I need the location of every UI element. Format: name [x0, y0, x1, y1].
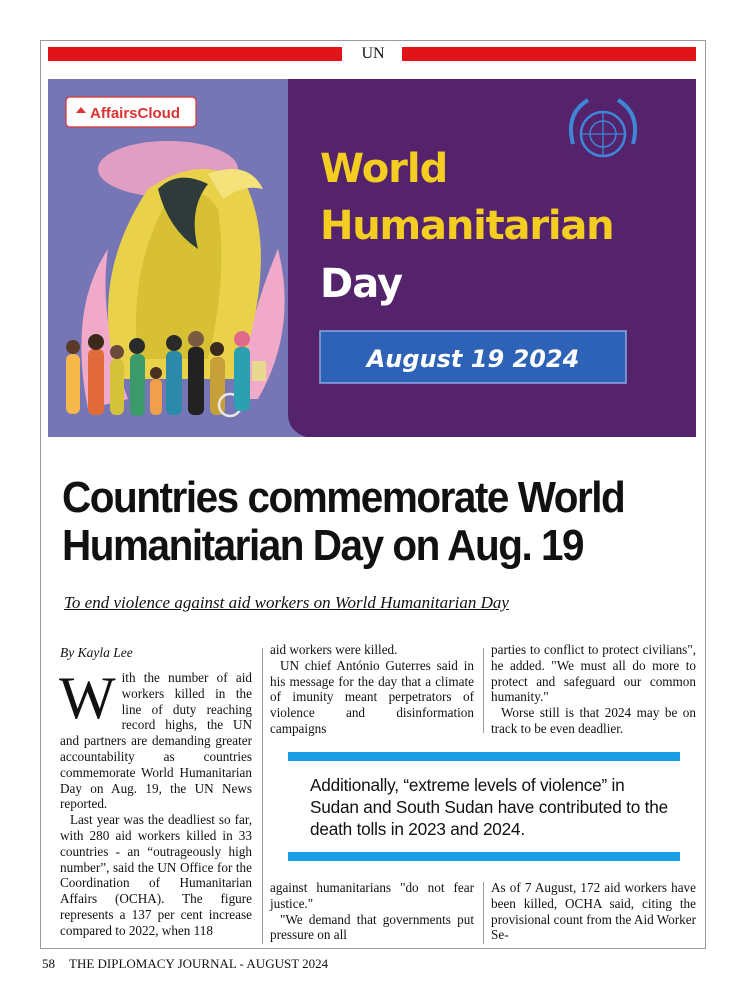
- date-badge-text: August 19 2024: [366, 345, 580, 373]
- article-column-1: [59, 665, 252, 939]
- column-rule: [483, 648, 484, 733]
- col2-paragraph-3: against humanitarians "do not fear justice.": [270, 880, 474, 911]
- hero-title-line3: Day: [320, 261, 403, 307]
- page-number: 58: [42, 956, 55, 971]
- article-column-2-bottom: [270, 880, 474, 943]
- article-column-3-top: [491, 642, 696, 737]
- section-bar-right: [402, 47, 696, 61]
- pull-quote-bar-bottom: [288, 852, 680, 861]
- publication-name: THE DIPLOMACY JOURNAL - AUGUST 2024: [69, 956, 329, 971]
- section-label: UN: [361, 45, 385, 62]
- article-column-3-bottom: [491, 880, 696, 943]
- pull-quote-bar-top: [288, 752, 680, 761]
- hero-title-line1: World: [320, 146, 448, 192]
- subheadline: To end violence against aid workers on World Humanitarian Day: [64, 593, 509, 612]
- byline: By Kayla Lee: [60, 645, 133, 660]
- section-bar-left: [48, 47, 342, 61]
- article-column-2-top: [270, 642, 474, 737]
- col2-paragraph-4: "We demand that governments put pressure on all: [270, 911, 474, 943]
- col3-paragraph-2: Worse still is that 2024 may be on track to be even deadlier.: [491, 705, 696, 736]
- column-rule: [483, 882, 484, 944]
- brand-name: AffairsCloud: [90, 105, 180, 122]
- col1-paragraph-1: [59, 665, 252, 812]
- drop-cap: W: [59, 665, 116, 731]
- col1-paragraph-2: Last year was the deadliest so far, with 280 aid workers killed in 33 countries - an “outrageously high number”, said the UN Office for the Coordination of Humanitarian Affairs (OCHA). The figure represents a 137 per cent increase compared to 2022, when 118: [60, 812, 252, 938]
- pull-quote: Additionally, “extreme levels of violence” in Sudan and South Sudan have contributed to the death tolls in 2023 and 2024.: [310, 775, 668, 839]
- col2-paragraph-2: UN chief António Guterres said in his message for the day that a climate of imunity meant perpetrators of violence and disinformation campaigns: [270, 657, 474, 736]
- col1-paragraph-1-text: ith the number of aid workers killed in the line of duty reaching record highs, the UN and partners are demanding greater accountability as countries commemorate World Humanitarian Day on Aug. 19, the UN News reported.: [60, 670, 252, 812]
- col3-paragraph-3: As of 7 August, 172 aid workers have been killed, OCHA said, citing the provisional count from the Aid Worker Se-: [491, 880, 696, 943]
- col3-paragraph-1: parties to conflict to protect civilians", he added. "We must all do more to protect and safeguard our common humanity.": [491, 642, 696, 705]
- column-rule: [262, 648, 263, 944]
- hero-title-line2: Humanitarian: [320, 203, 614, 249]
- headline: Countries commemorate World Humanitarian Day on Aug. 19: [62, 473, 625, 570]
- hero-image: [48, 79, 696, 437]
- page-footer: [42, 956, 328, 972]
- hero-illustration: [48, 79, 696, 437]
- col2-paragraph-1: aid workers were killed.: [270, 642, 398, 657]
